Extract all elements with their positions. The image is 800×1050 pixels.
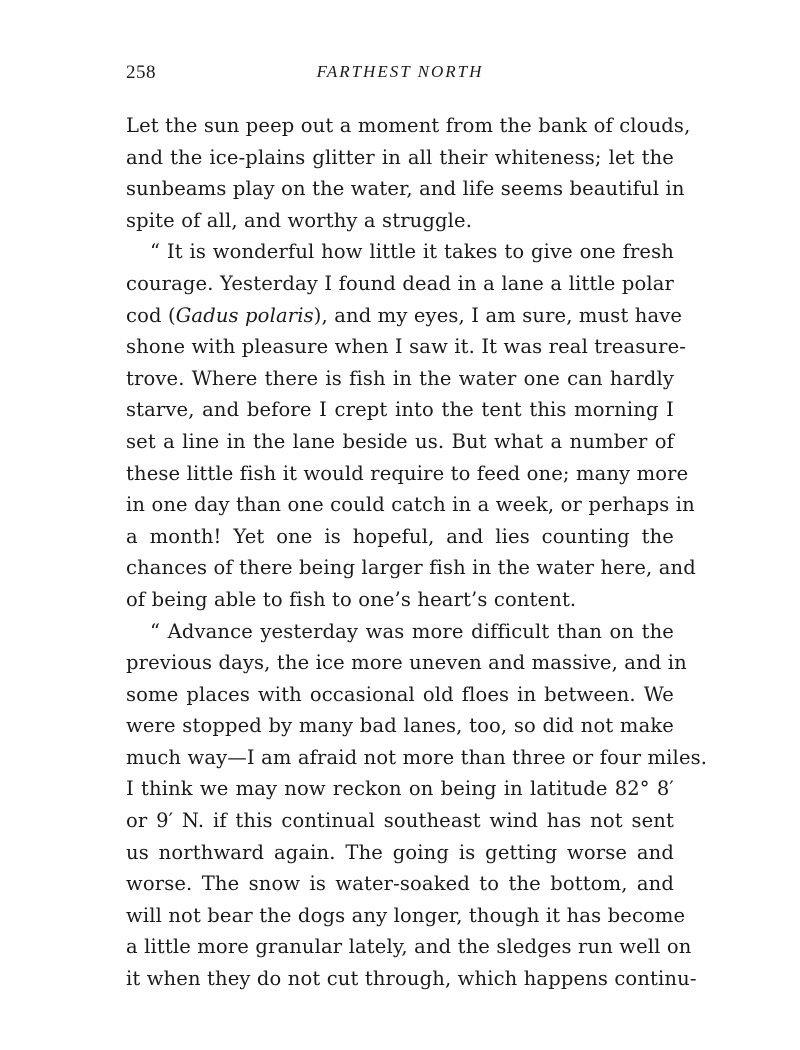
text-line: in one day than one could catch in a week, or perhaps in [126, 493, 695, 517]
text-line: spite of all, and worthy a struggle. [126, 208, 473, 232]
text-line: courage. Yesterday I found dead in a lane a little polar [126, 271, 674, 295]
italic-species-name: Gadus polaris [175, 303, 314, 327]
text-line: chances of there being larger fish in the water here, and [126, 556, 696, 580]
text-line: starve, and before I crept into the tent this morning I [126, 398, 674, 422]
text-segment: cod ( [126, 303, 176, 327]
text-line: these little fish it would require to feed one; many more [126, 461, 689, 485]
text-line: worse. The snow is water-soaked to the bottom, and [126, 872, 674, 896]
text-line: trove. Where there is fish in the water one can hardly [126, 366, 674, 390]
page-number: 258 [126, 62, 156, 83]
text-line: will not bear the dogs any longer, though it has become [126, 903, 686, 927]
text-line: “ Advance yesterday was more difficult than on the [150, 619, 674, 643]
text-line: shone with pleasure when I saw it. It was real treasure- [126, 335, 686, 359]
text-line: a month! Yet one is hopeful, and lies counting the [126, 524, 674, 548]
text-line: set a line in the lane beside us. But what a number of [126, 429, 674, 453]
running-title: FARTHEST NORTH [316, 62, 484, 81]
text-line: it when they do not cut through, which happens continu- [126, 967, 697, 991]
text-line: much way—I am afraid not more than three or four miles. [126, 745, 708, 769]
text-line: some places with occasional old floes in between. We [126, 682, 674, 706]
text-line: or 9′ N. if this continual southeast wind has not sent [126, 809, 674, 833]
text-line: sunbeams play on the water, and life seems beautiful in [126, 177, 685, 201]
text-segment: ), and my eyes, I am sure, must have [313, 303, 683, 327]
text-line: us northward again. The going is getting worse and [126, 840, 674, 864]
text-line: and the ice-plains glitter in all their whiteness; let the [126, 145, 674, 169]
running-head [126, 62, 674, 86]
text-line: of being able to fish to one’s heart’s content. [126, 587, 577, 611]
text-line: were stopped by many bad lanes, too, so did not make [126, 714, 674, 738]
text-line: previous days, the ice more uneven and massive, and in [126, 651, 687, 675]
text-line [126, 300, 683, 332]
text-line: I think we may now reckon on being in latitude 82° 8′ [126, 777, 674, 801]
text-line: a little more granular lately, and the sledges run well on [126, 935, 692, 959]
text-line: “ It is wonderful how little it takes to give one fresh [150, 240, 674, 264]
body-text [126, 110, 708, 995]
text-line: Let the sun peep out a moment from the bank of clouds, [126, 114, 691, 137]
